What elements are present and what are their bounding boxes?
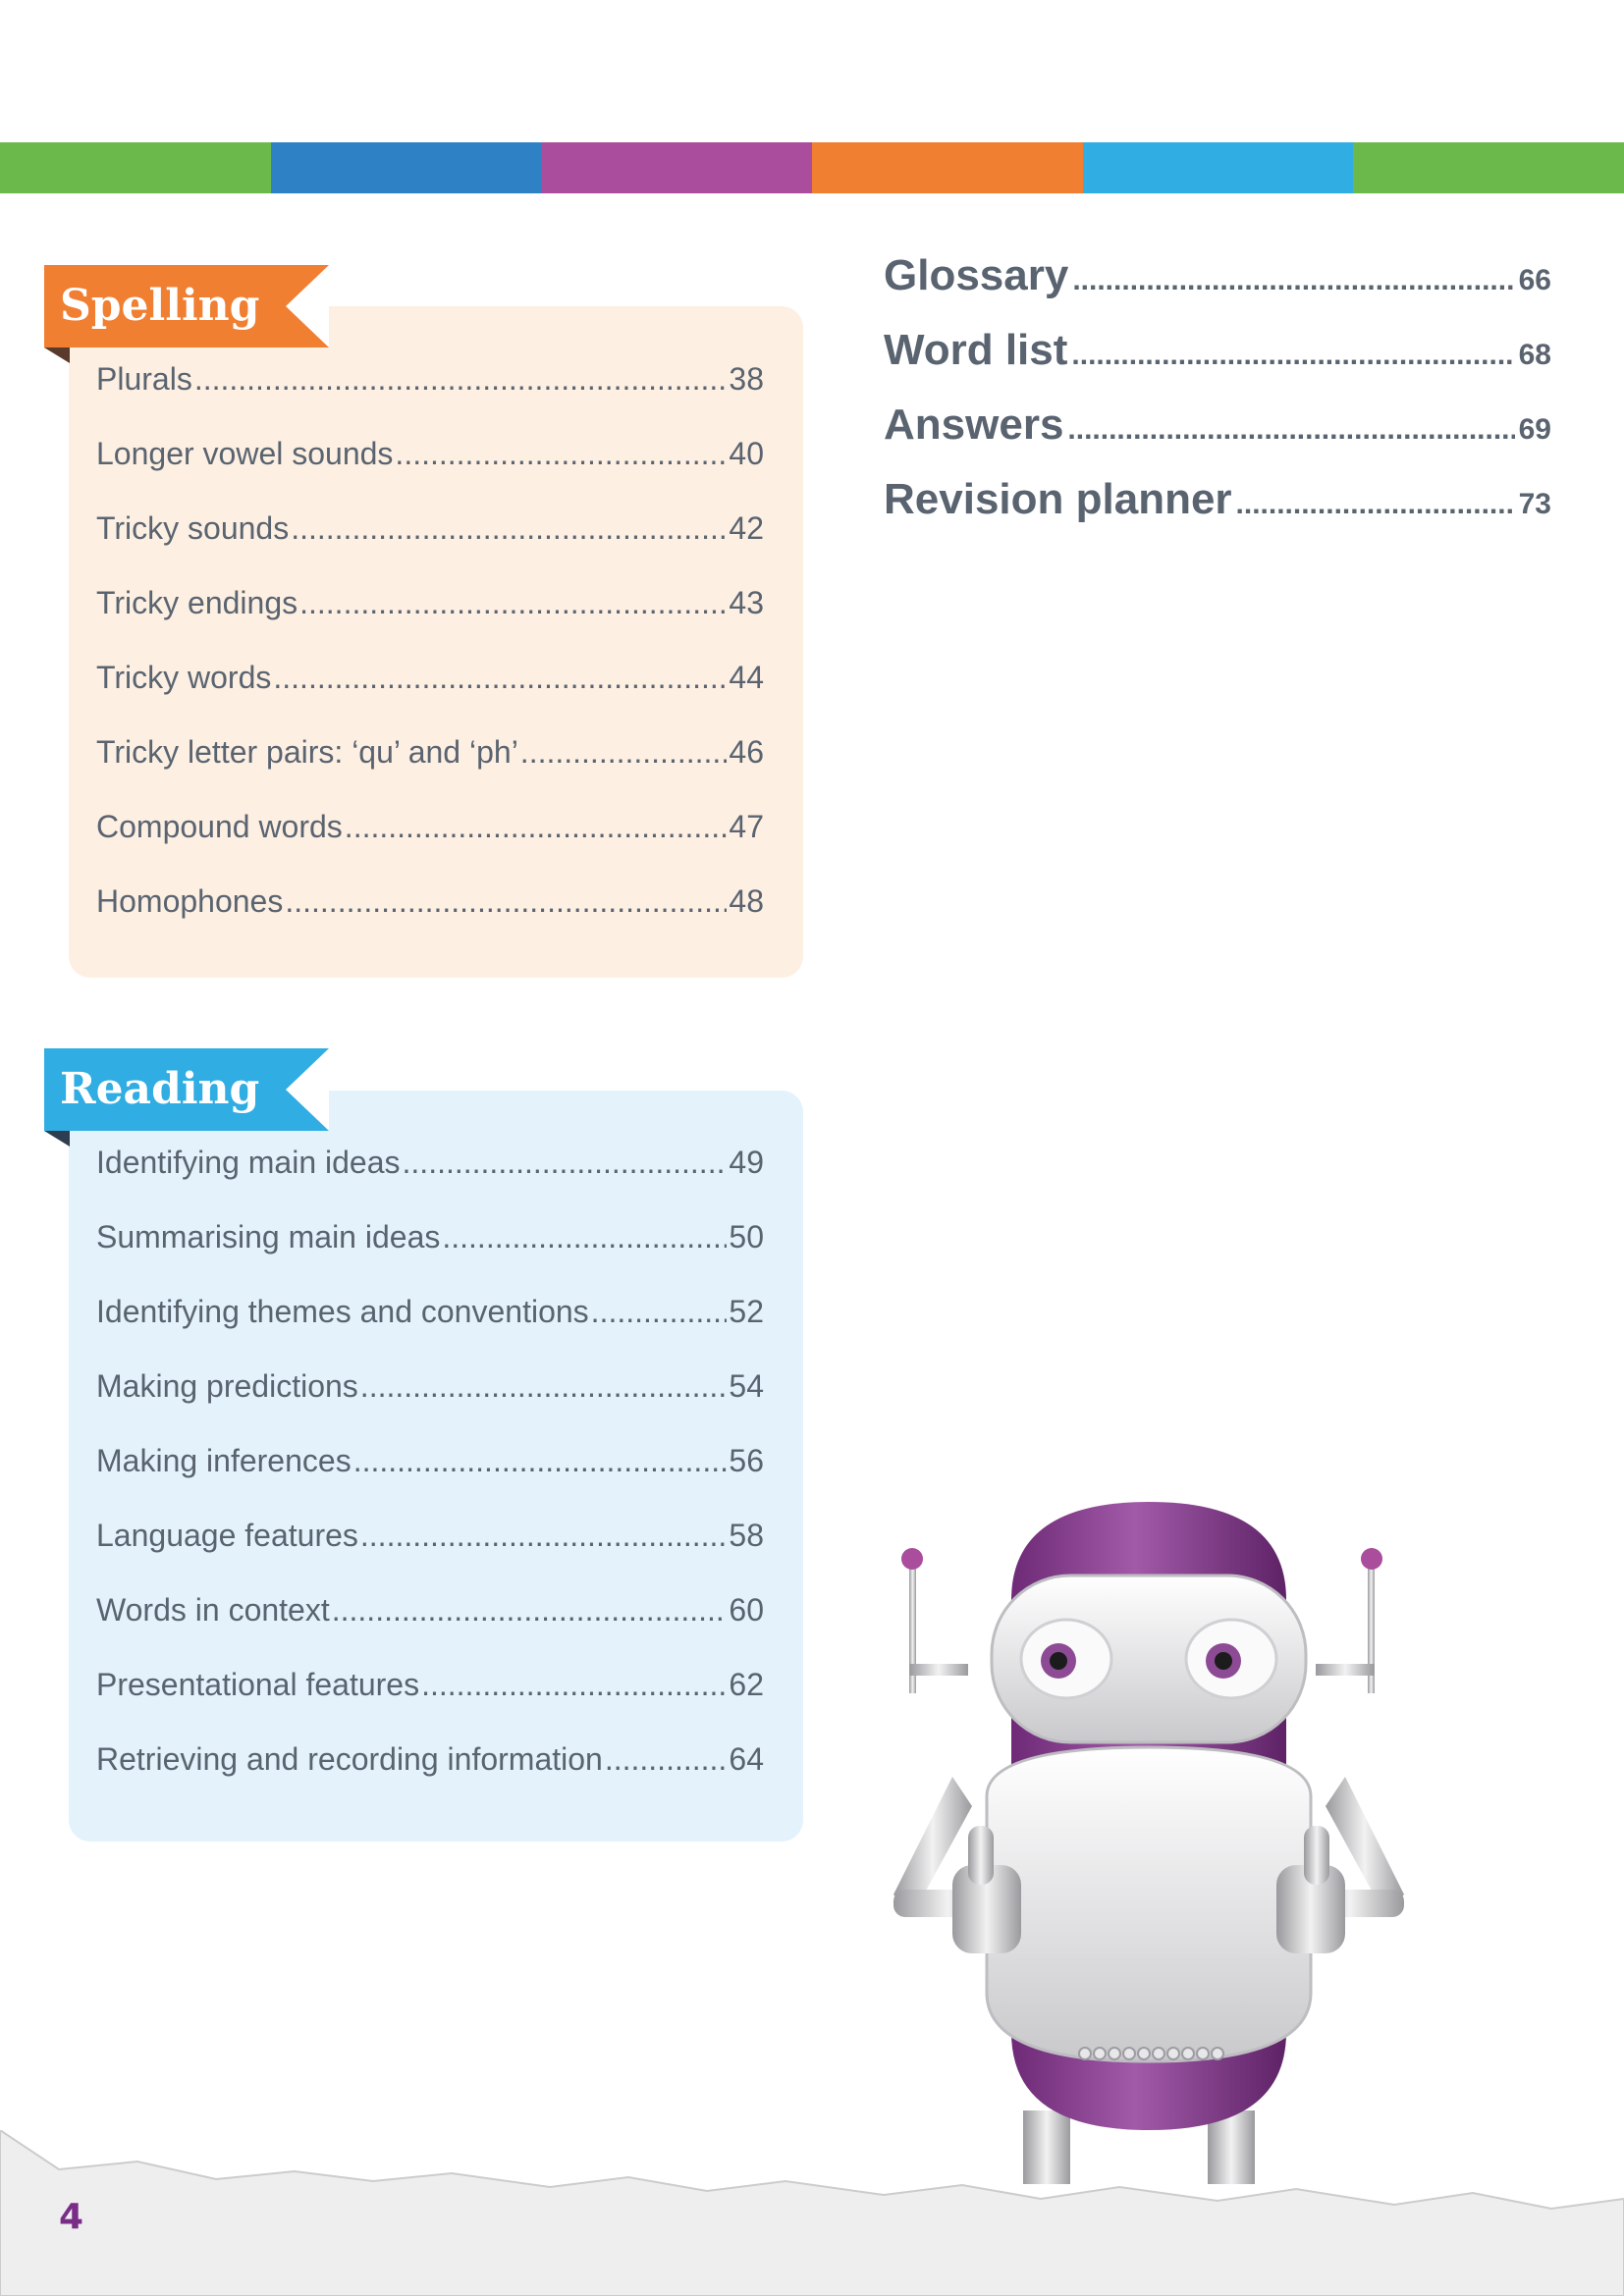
stripe-segment-green-end <box>1353 142 1624 193</box>
leader-dots <box>285 883 727 920</box>
leader-dots <box>299 585 727 621</box>
toc-entry-page: 52 <box>729 1294 764 1329</box>
color-stripe <box>0 142 1624 193</box>
leader-dots <box>605 1741 728 1778</box>
page-number: 4 <box>59 2197 84 2237</box>
leader-dots <box>1067 413 1514 447</box>
toc-entry[interactable] <box>96 1592 764 1667</box>
robot-illustration <box>854 1482 1443 2189</box>
extra-contents-list <box>884 251 1551 550</box>
toc-entry-title: Tricky endings <box>96 585 298 620</box>
toc-entry[interactable] <box>96 809 764 883</box>
tab-fold <box>44 1131 70 1147</box>
leader-dots <box>520 734 728 771</box>
toc-entry-title: Summarising main ideas <box>96 1219 441 1255</box>
leader-dots <box>403 1145 728 1181</box>
tab-notch <box>286 265 329 347</box>
leader-dots <box>1072 264 1514 297</box>
toc-entry-glossary[interactable] <box>884 251 1551 326</box>
toc-entry-page: 58 <box>729 1518 764 1553</box>
toc-entry[interactable] <box>96 1667 764 1741</box>
toc-entry[interactable] <box>96 1741 764 1816</box>
toc-entry-revision-planner[interactable] <box>884 475 1551 550</box>
toc-entry-title: Answers <box>884 400 1064 449</box>
spelling-contents-list <box>96 361 764 958</box>
toc-entry-answers[interactable] <box>884 400 1551 475</box>
toc-entry-page: 43 <box>729 585 764 620</box>
toc-entry[interactable] <box>96 734 764 809</box>
toc-entry-page: 66 <box>1518 264 1551 296</box>
toc-entry-title: Longer vowel sounds <box>96 436 394 471</box>
toc-entry-title: Homophones <box>96 883 284 919</box>
toc-entry-title: Language features <box>96 1518 358 1553</box>
toc-entry-title: Identifying main ideas <box>96 1145 401 1180</box>
toc-entry-title: Identifying themes and conventions <box>96 1294 589 1329</box>
stripe-segment-green <box>0 142 271 193</box>
toc-entry-page: 49 <box>729 1145 764 1180</box>
toc-entry-page: 64 <box>729 1741 764 1777</box>
toc-entry[interactable] <box>96 1443 764 1518</box>
leader-dots <box>353 1443 728 1479</box>
tab-notch <box>286 1048 329 1131</box>
toc-entry-page: 42 <box>729 510 764 546</box>
toc-entry-title: Making inferences <box>96 1443 352 1478</box>
toc-entry-page: 73 <box>1518 488 1551 520</box>
toc-entry-word-list[interactable] <box>884 326 1551 400</box>
toc-entry-page: 69 <box>1518 413 1551 446</box>
leader-dots <box>345 809 728 845</box>
toc-entry[interactable] <box>96 585 764 660</box>
toc-entry-page: 46 <box>729 734 764 770</box>
toc-entry-title: Presentational features <box>96 1667 420 1702</box>
toc-entry-page: 47 <box>729 809 764 844</box>
toc-entry-page: 56 <box>729 1443 764 1478</box>
stripe-segment-blue <box>271 142 542 193</box>
reading-contents-list <box>96 1145 764 1816</box>
leader-dots <box>1236 488 1515 521</box>
tab-fold <box>44 347 70 363</box>
toc-entry[interactable] <box>96 1368 764 1443</box>
leader-dots <box>332 1592 728 1629</box>
toc-entry-title: Making predictions <box>96 1368 358 1404</box>
toc-entry-page: 44 <box>729 660 764 695</box>
toc-entry-page: 60 <box>729 1592 764 1628</box>
spelling-heading-label: Spelling <box>60 281 260 331</box>
leader-dots <box>291 510 727 547</box>
toc-entry-title: Glossary <box>884 251 1069 299</box>
toc-entry-title: Tricky sounds <box>96 510 290 546</box>
toc-entry-title: Words in context <box>96 1592 330 1628</box>
toc-entry[interactable] <box>96 1294 764 1368</box>
leader-dots <box>360 1518 728 1554</box>
leader-dots <box>442 1219 727 1255</box>
toc-entry-title: Plurals <box>96 361 192 397</box>
leader-dots <box>360 1368 728 1405</box>
toc-entry-page: 54 <box>729 1368 764 1404</box>
stripe-segment-purple <box>541 142 812 193</box>
toc-entry[interactable] <box>96 660 764 734</box>
stripe-segment-lightblue <box>1083 142 1354 193</box>
toc-entry[interactable] <box>96 883 764 958</box>
leader-dots <box>273 660 727 696</box>
toc-entry[interactable] <box>96 510 764 585</box>
toc-entry-title: Word list <box>884 326 1068 374</box>
toc-entry-title: Tricky words <box>96 660 272 695</box>
toc-entry-page: 62 <box>729 1667 764 1702</box>
toc-entry-title: Tricky letter pairs: ‘qu’ and ‘ph’ <box>96 734 518 770</box>
spelling-heading <box>44 265 329 347</box>
toc-entry-title: Revision planner <box>884 475 1232 523</box>
leader-dots <box>421 1667 727 1703</box>
leader-dots <box>591 1294 728 1330</box>
toc-entry-page: 48 <box>729 883 764 919</box>
reading-heading <box>44 1048 329 1131</box>
toc-entry-page: 68 <box>1518 339 1551 371</box>
stripe-segment-orange <box>812 142 1083 193</box>
leader-dots <box>1071 339 1514 372</box>
toc-entry-title: Retrieving and recording information <box>96 1741 603 1777</box>
toc-entry-title: Compound words <box>96 809 343 844</box>
leader-dots <box>194 361 728 398</box>
toc-entry[interactable] <box>96 436 764 510</box>
toc-entry-page: 40 <box>729 436 764 471</box>
toc-entry-page: 38 <box>729 361 764 397</box>
toc-entry[interactable] <box>96 361 764 436</box>
toc-entry[interactable] <box>96 1518 764 1592</box>
toc-entry[interactable] <box>96 1219 764 1294</box>
toc-entry[interactable] <box>96 1145 764 1219</box>
reading-heading-label: Reading <box>60 1064 260 1114</box>
leader-dots <box>395 436 727 472</box>
torn-paper-edge <box>0 2130 1624 2296</box>
toc-entry-page: 50 <box>729 1219 764 1255</box>
